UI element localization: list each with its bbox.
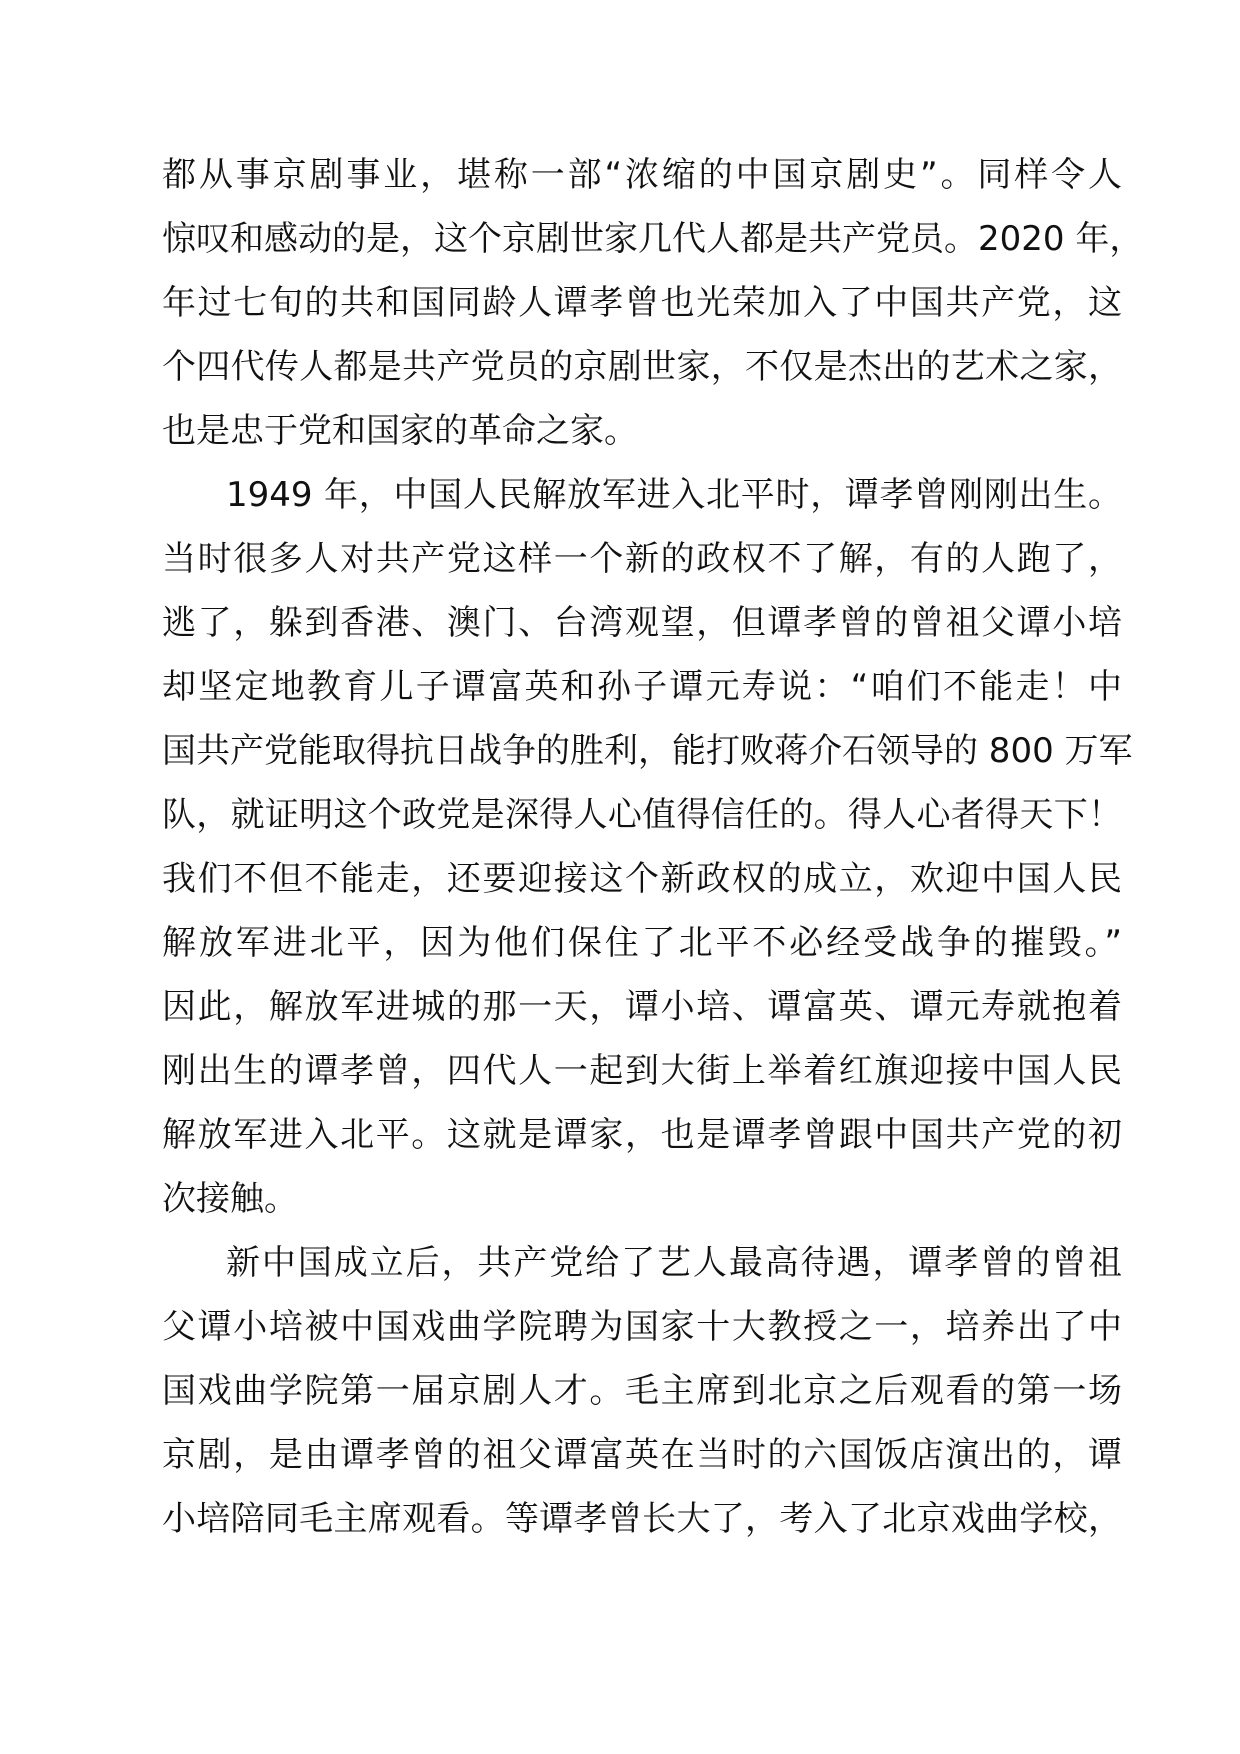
- text-line: 逃了，躲到香港、澳门、台湾观望，但谭孝曾的曾祖父谭小培: [162, 603, 1122, 643]
- text-line: 队，就证明这个政党是深得人心值得信任的。得人心者得天下！: [162, 795, 1122, 835]
- paragraph-first-line: 新中国成立后，共产党给了艺人最高待遇，谭孝曾的曾祖: [226, 1243, 1122, 1283]
- text-line: 刚出生的谭孝曾，四代人一起到大街上举着红旗迎接中国人民: [162, 1051, 1122, 1091]
- text-line: 解放军进北平，因为他们保住了北平不必经受战争的摧毁。”: [162, 923, 1122, 963]
- text-line: 却坚定地教育儿子谭富英和孙子谭元寿说：“咱们不能走！中: [162, 667, 1122, 707]
- text-line: 也是忠于党和国家的革命之家。: [162, 411, 638, 451]
- text-line: 父谭小培被中国戏曲学院聘为国家十大教授之一，培养出了中: [162, 1307, 1122, 1347]
- text-line: 国戏曲学院第一届京剧人才。毛主席到北京之后观看的第一场: [162, 1371, 1122, 1411]
- text-line: 次接触。: [162, 1179, 298, 1219]
- text-line: 个四代传人都是共产党员的京剧世家，不仅是杰出的艺术之家，: [162, 347, 1122, 387]
- text-line: 都从事京剧事业，堪称一部“浓缩的中国京剧史”。同样令人: [162, 155, 1122, 195]
- paragraph-first-line: 1949 年，中国人民解放军进入北平时，谭孝曾刚刚出生。: [226, 475, 1122, 515]
- text-line: 小培陪同毛主席观看。等谭孝曾长大了，考入了北京戏曲学校，: [162, 1499, 1122, 1539]
- text-line: 年过七旬的共和国同龄人谭孝曾也光荣加入了中国共产党，这: [162, 283, 1122, 323]
- text-line: 当时很多人对共产党这样一个新的政权不了解，有的人跑了，: [162, 539, 1122, 579]
- text-line: 解放军进入北平。这就是谭家，也是谭孝曾跟中国共产党的初: [162, 1115, 1122, 1155]
- text-line: 惊叹和感动的是，这个京剧世家几代人都是共产党员。2020 年，: [162, 219, 1144, 259]
- text-line: 因此，解放军进城的那一天，谭小培、谭富英、谭元寿就抱着: [162, 987, 1122, 1027]
- text-line: 我们不但不能走，还要迎接这个新政权的成立，欢迎中国人民: [162, 859, 1122, 899]
- text-line: 京剧，是由谭孝曾的祖父谭富英在当时的六国饭店演出的，谭: [162, 1435, 1122, 1475]
- text-line: 国共产党能取得抗日战争的胜利，能打败蒋介石领导的 800 万军: [162, 731, 1133, 771]
